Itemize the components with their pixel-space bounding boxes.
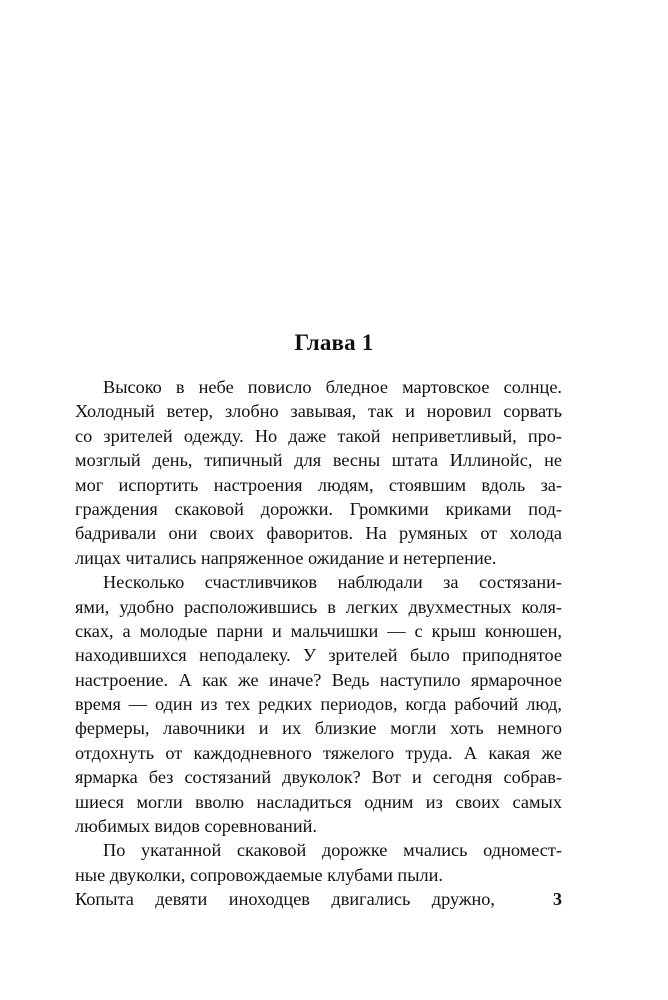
text-line: Холодный ветер, злобно завывая, так и норовил сорвать — [75, 401, 562, 422]
text-line: ярмарка без состязаний двуколок? Вот и сегодня собрав- — [75, 767, 562, 788]
text-line: любимых видов соревнований. — [75, 816, 317, 837]
text-line: мозглый день, типичный для весны штата Иллинойс, не — [75, 450, 562, 471]
text-line: ями, удобно расположившись в легких двухместных коля- — [75, 596, 562, 617]
text-line: Копыта девяти иноходцев двигались дружно, — [75, 889, 495, 910]
text-line: По укатанной скаковой дорожке мчались одномест- — [103, 840, 562, 861]
body-text — [75, 375, 562, 912]
chapter-title: Глава 1 — [294, 330, 374, 355]
text-line: мог испортить настроения людям, стоявшим вдоль за- — [75, 474, 562, 495]
text-line: сках, а молодые парни и мальчишки — с крыш конюшен, — [75, 620, 562, 641]
text-line: Несколько счастливчиков наблюдали за состязани- — [103, 572, 562, 593]
text-line: шиеся могли вволю насладиться одним из своих самых — [75, 791, 562, 812]
text-line: настроение. А как же иначе? Ведь наступило ярмарочное — [75, 669, 562, 690]
page-number: 3 — [552, 889, 562, 910]
text-line: лицах читались напряженное ожидание и нетерпение. — [75, 547, 497, 568]
text-line: бадривали они своих фаворитов. На румяных от холода — [75, 523, 562, 544]
text-line: находившихся неподалеку. У зрителей было приподнятое — [75, 645, 562, 666]
text-line: отдохнуть от каждодневного тяжелого труда. А какая же — [75, 742, 562, 763]
text-line: со зрителей одежду. Но даже такой неприветливый, про- — [75, 425, 562, 446]
text-line: ные двуколки, сопровождаемые клубами пыли. — [75, 864, 443, 885]
text-line: граждения скаковой дорожки. Громкими криками под- — [75, 498, 562, 519]
text-line: Высоко в небе повисло бледное мартовское солнце. — [103, 377, 562, 397]
footer-row — [75, 887, 562, 911]
text-line: фермеры, лавочники и их близкие могли хоть немного — [75, 718, 562, 739]
text-line: время — один из тех редких периодов, когда рабочий люд, — [75, 694, 562, 715]
